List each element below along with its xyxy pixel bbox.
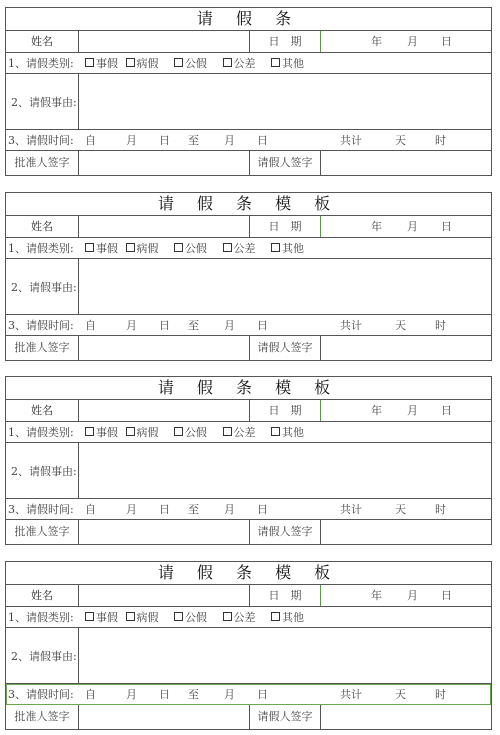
total-label: 共计 [340,688,362,701]
name-date-row [6,400,491,422]
type-option[interactable]: 公假 [174,611,207,624]
leave-type-row [6,238,491,259]
days-label: 天 [395,134,406,147]
applicant-label: 请假人签字 [257,710,313,723]
from-month-label: 月 [126,688,137,701]
reason-row [6,259,491,315]
from-label: 自 [85,319,96,332]
time-field[interactable] [85,130,491,150]
checkbox-icon[interactable] [126,243,135,252]
hours-label: 时 [435,319,446,332]
name-label: 姓名 [31,589,53,602]
name-date-row [6,31,491,53]
day-label: 日 [441,589,452,602]
to-label: 至 [188,503,199,516]
signature-row [6,705,491,729]
leave-type-row [6,607,491,628]
applicant-label: 请假人签字 [257,341,313,354]
month-label: 月 [407,404,418,417]
date-label: 日 期 [268,404,302,417]
to-day-label: 日 [257,688,268,701]
name-label: 姓名 [31,404,53,417]
time-field[interactable] [85,499,491,519]
leave-form [5,7,492,176]
reason-label: 2、请假事由: [11,95,77,109]
type-option[interactable]: 其他 [271,426,304,439]
type-option[interactable]: 病假 [126,57,159,70]
time-field[interactable] [85,315,491,335]
checkbox-icon[interactable] [85,612,94,621]
approver-label: 批准人签字 [14,341,70,354]
reason-row [6,74,491,130]
checkbox-icon[interactable] [223,243,232,252]
year-label: 年 [371,404,382,417]
type-option[interactable]: 公差 [223,611,256,624]
checkbox-icon[interactable] [174,612,183,621]
checkbox-icon[interactable] [223,58,232,67]
reason-field[interactable] [79,443,491,498]
applicant-signature-field[interactable] [321,151,491,175]
checkbox-icon[interactable] [271,427,280,436]
hours-label: 时 [435,134,446,147]
applicant-label: 请假人签字 [257,525,313,538]
time-label: 3、请假时间: [8,134,74,147]
form-title: 请 假 条 [6,8,491,31]
applicant-signature-field[interactable] [321,520,491,544]
checkbox-icon[interactable] [85,243,94,252]
signature-row [6,520,491,544]
approver-label: 批准人签字 [14,710,70,723]
name-date-row [6,216,491,238]
checkbox-icon[interactable] [174,427,183,436]
time-label: 3、请假时间: [8,319,74,332]
form-title: 请 假 条 模 板 [6,377,491,400]
type-option[interactable]: 公差 [223,57,256,70]
from-month-label: 月 [126,319,137,332]
checkbox-icon[interactable] [223,427,232,436]
reason-field[interactable] [79,628,491,683]
type-option[interactable]: 事假 [85,242,118,255]
approver-signature-field[interactable] [79,151,249,175]
date-field[interactable] [321,400,491,421]
approver-label: 批准人签字 [14,525,70,538]
checkbox-icon[interactable] [271,58,280,67]
date-label: 日 期 [268,35,302,48]
applicant-signature-field[interactable] [321,705,491,729]
from-month-label: 月 [126,134,137,147]
leave-type-row [6,422,491,443]
type-option[interactable]: 事假 [85,426,118,439]
from-label: 自 [85,503,96,516]
from-day-label: 日 [159,319,170,332]
leave-form [5,376,492,545]
type-label: 1、请假类别: [8,611,74,624]
month-label: 月 [407,589,418,602]
month-label: 月 [407,220,418,233]
date-field[interactable] [321,585,491,606]
to-day-label: 日 [257,319,268,332]
type-option[interactable]: 事假 [85,57,118,70]
reason-label: 2、请假事由: [11,649,77,663]
leave-form [5,561,492,730]
type-option[interactable]: 病假 [126,426,159,439]
name-field[interactable] [79,31,249,52]
time-label: 3、请假时间: [8,688,74,701]
date-field[interactable] [321,31,491,52]
name-label: 姓名 [31,220,53,233]
type-label: 1、请假类别: [8,242,74,255]
reason-field[interactable] [79,74,491,129]
approver-signature-field[interactable] [79,520,249,544]
type-options [85,422,304,442]
days-label: 天 [395,688,406,701]
time-label: 3、请假时间: [8,503,74,516]
checkbox-icon[interactable] [174,58,183,67]
type-option[interactable]: 病假 [126,242,159,255]
name-field[interactable] [79,216,249,237]
to-month-label: 月 [224,503,235,516]
approver-label: 批准人签字 [14,156,70,169]
type-option[interactable]: 公假 [174,57,207,70]
total-label: 共计 [340,319,362,332]
to-label: 至 [188,688,199,701]
leave-form [5,192,492,361]
to-month-label: 月 [224,134,235,147]
hours-label: 时 [435,503,446,516]
year-label: 年 [371,220,382,233]
signature-row [6,336,491,360]
date-label: 日 期 [268,220,302,233]
type-option[interactable]: 公差 [223,242,256,255]
total-label: 共计 [340,134,362,147]
leave-time-row [6,130,491,151]
checkbox-icon[interactable] [271,612,280,621]
leave-time-row [6,684,491,705]
type-option[interactable]: 公差 [223,426,256,439]
name-date-row [6,585,491,607]
reason-row [6,628,491,684]
to-label: 至 [188,319,199,332]
day-label: 日 [441,35,452,48]
reason-label: 2、请假事由: [11,280,77,294]
reason-field[interactable] [79,259,491,314]
leave-time-row [6,499,491,520]
days-label: 天 [395,319,406,332]
type-option[interactable]: 其他 [271,242,304,255]
type-options [85,238,304,258]
type-options [85,607,304,627]
to-month-label: 月 [224,688,235,701]
from-day-label: 日 [159,503,170,516]
days-label: 天 [395,503,406,516]
type-label: 1、请假类别: [8,426,74,439]
date-label: 日 期 [268,589,302,602]
name-field[interactable] [79,400,249,421]
reason-label: 2、请假事由: [11,464,77,478]
leave-type-row [6,53,491,74]
form-title: 请 假 条 模 板 [6,193,491,216]
reason-row [6,443,491,499]
to-label: 至 [188,134,199,147]
checkbox-icon[interactable] [85,427,94,436]
applicant-label: 请假人签字 [257,156,313,169]
from-day-label: 日 [159,688,170,701]
checkbox-icon[interactable] [126,612,135,621]
name-field[interactable] [79,585,249,606]
from-day-label: 日 [159,134,170,147]
day-label: 日 [441,220,452,233]
type-option[interactable]: 事假 [85,611,118,624]
total-label: 共计 [340,503,362,516]
type-option[interactable]: 其他 [271,611,304,624]
form-title: 请 假 条 模 板 [6,562,491,585]
approver-signature-field[interactable] [79,336,249,360]
hours-label: 时 [435,688,446,701]
from-month-label: 月 [126,503,137,516]
to-day-label: 日 [257,503,268,516]
checkbox-icon[interactable] [126,58,135,67]
from-label: 自 [85,688,96,701]
type-option[interactable]: 公假 [174,426,207,439]
leave-time-row [6,315,491,336]
to-month-label: 月 [224,319,235,332]
type-label: 1、请假类别: [8,57,74,70]
year-label: 年 [371,589,382,602]
signature-row [6,151,491,175]
time-field[interactable] [85,684,491,704]
year-label: 年 [371,35,382,48]
month-label: 月 [407,35,418,48]
checkbox-icon[interactable] [85,58,94,67]
day-label: 日 [441,404,452,417]
type-option[interactable]: 公假 [174,242,207,255]
checkbox-icon[interactable] [126,427,135,436]
from-label: 自 [85,134,96,147]
type-option[interactable]: 其他 [271,57,304,70]
checkbox-icon[interactable] [271,243,280,252]
name-label: 姓名 [31,35,53,48]
checkbox-icon[interactable] [174,243,183,252]
applicant-signature-field[interactable] [321,336,491,360]
type-option[interactable]: 病假 [126,611,159,624]
date-field[interactable] [321,216,491,237]
approver-signature-field[interactable] [79,705,249,729]
to-day-label: 日 [257,134,268,147]
checkbox-icon[interactable] [223,612,232,621]
type-options [85,53,304,73]
